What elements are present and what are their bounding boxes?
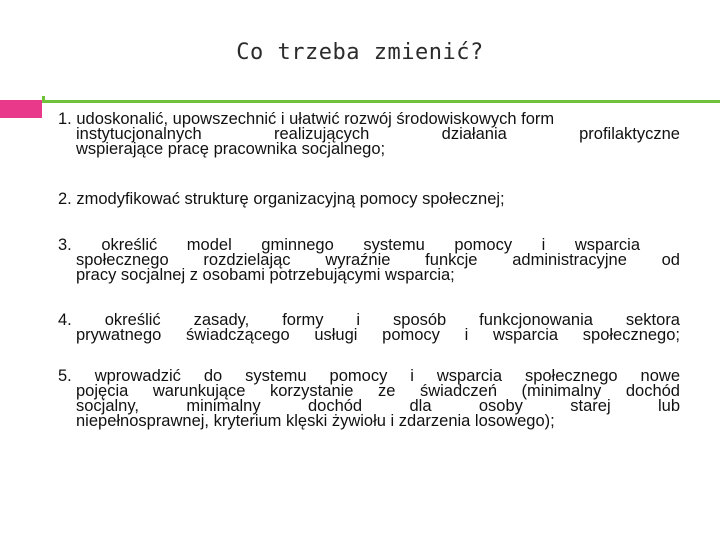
list-item-3-line-1: 3. określić model gminnego systemu pomocy i wsparcia <box>58 236 640 254</box>
list-item-4-line-2: prywatnego świadczącego usługi pomocy i wsparcia społecznego; <box>76 326 680 344</box>
list-item-1-line-1: 1. udoskonalić, upowszechnić i ułatwić rozwój środowiskowych form <box>58 110 555 128</box>
accent-bar-pink <box>0 100 42 118</box>
list-item-3-line-2: społecznego rozdzielając wyraźnie funkcje administracyjne od <box>76 251 680 269</box>
list-item-5-line-3: socjalny, minimalny dochód dla osoby starej lub <box>76 397 680 415</box>
list-item-5-line-4: niepełnosprawnej, kryterium klęski żywiołu i zdarzenia losowego); <box>76 412 555 430</box>
list-item-3-line-3: pracy socjalnej z osobami potrzebującymi wsparcia; <box>76 266 455 284</box>
list-item-2 <box>58 192 680 207</box>
list-item-5-line-1: 5. wprowadzić do systemu pomocy i wsparcia społecznego nowe <box>58 367 680 385</box>
list-item-1 <box>58 112 680 157</box>
list-item-4-line-1: 4. określić zasady, formy i sposób funkcjonowania sektora <box>58 311 680 329</box>
list-item-5-line-2: pojęcia warunkujące korzystanie ze świadczeń (minimalny dochód <box>76 382 680 400</box>
list-item-1-line-3: wspierające pracę pracownika socjalnego; <box>76 140 386 158</box>
accent-bar-green <box>42 100 720 103</box>
list-item-4 <box>58 313 680 343</box>
list-item-3 <box>58 238 680 283</box>
list-item-5 <box>58 369 680 429</box>
list-item-1-line-2: instytucjonalnych realizujących działania profilaktyczne <box>76 125 680 143</box>
slide-title: Co trzeba zmienić? <box>236 40 484 65</box>
list-item-2-line-1: 2. zmodyfikować strukturę organizacyjną pomocy społecznej; <box>58 190 505 208</box>
